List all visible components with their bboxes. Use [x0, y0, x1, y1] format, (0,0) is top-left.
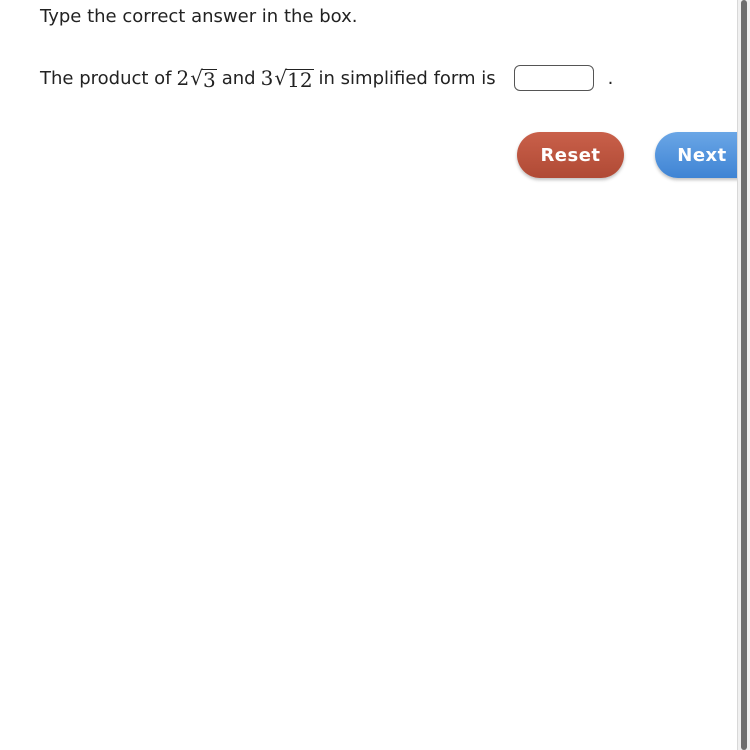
reset-button[interactable]: Reset — [517, 132, 624, 178]
scrollbar-thumb[interactable] — [741, 0, 747, 750]
math-term-1 — [177, 66, 217, 90]
square-root-icon: √ — [190, 66, 203, 90]
math-term-2 — [261, 66, 314, 90]
term-1-coefficient: 2 — [176, 66, 190, 90]
vertical-scrollbar[interactable] — [737, 0, 750, 750]
answer-input[interactable] — [514, 65, 594, 91]
question-prefix: The product of — [40, 67, 172, 89]
question-suffix: in simplified form is — [318, 67, 496, 89]
term-2-coefficient: 3 — [260, 66, 274, 90]
question-conjunction: and — [221, 67, 256, 89]
instruction-text: Type the correct answer in the box. — [40, 6, 358, 27]
square-root-icon: √ — [274, 66, 288, 90]
question-ending: . — [607, 67, 614, 89]
next-button[interactable]: Next — [655, 132, 750, 178]
term-2-radicand: 12 — [287, 68, 313, 92]
question-text — [40, 64, 613, 92]
term-1-radicand: 3 — [203, 68, 216, 92]
